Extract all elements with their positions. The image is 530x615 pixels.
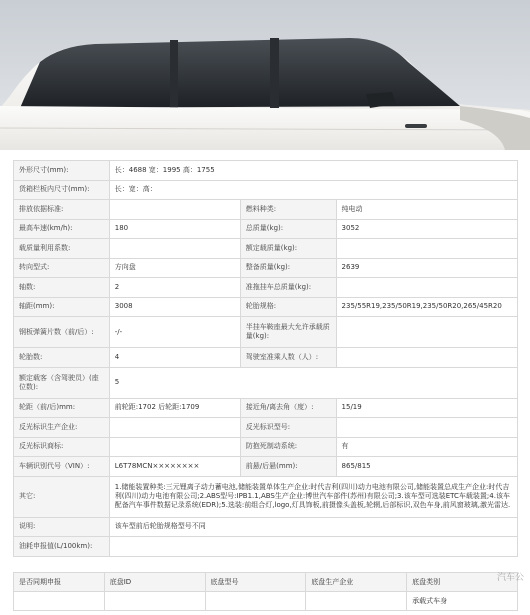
spec-label: 燃料种类: [240,200,336,220]
spec-value: 865/815 [336,457,517,477]
spec-value: 235/55R19,235/50R19,235/50R20,265/45R20 [336,297,517,317]
spec-label: 车辆识别代号（VIN）: [14,457,110,477]
spec-label: 排放依据标准: [14,200,110,220]
spec-label: 整备质量(kg): [240,258,336,278]
spec-label: 反光标识型号: [240,418,336,438]
spec-label: 载质量利用系数: [14,239,110,259]
spec-label: 轮胎数: [14,348,110,368]
spec-value [109,437,240,457]
spec-label: 接近角/离去角（度）: [240,398,336,418]
chassis-header-cell: 是否同期申报 [14,573,105,592]
spec-value: 1.储能装置种类:三元锂离子动力蓄电池,储能装置单体生产企业:时代吉利(四川)动力电池有限公司,储能装置总成生产企业:时代吉利(四川)动力电池有限公司;2.ABS型号:IPB1.1,ABS生产企业:博世汽车部件(苏州)有限公司;3.该车型可选装ETC车载装置;4.该车配备汽车事件数据记录系统(EDR);5.选装:前组合灯,logo,灯具饰板,前摄像头盖板,轮辋,后部标识,双色车身,前风窗玻璃,激光雷达. [109,476,517,517]
vehicle-photo [0,0,530,150]
spec-value [336,239,517,259]
spec-value [336,348,517,368]
spec-value: 长：4688 宽：1995 高：1755 [109,161,517,181]
chassis-value-cell: 承载式车身 [407,592,518,611]
spec-table [13,160,518,557]
spec-value [109,537,517,557]
spec-value: 有 [336,437,517,457]
spec-row [14,161,518,181]
spec-label: 额定载质量(kg): [240,239,336,259]
chassis-table [13,572,518,611]
spec-value [336,278,517,298]
spec-value: 前轮距:1702 后轮距:1709 [109,398,240,418]
spec-value: 长：宽：高： [109,180,517,200]
spec-row [14,297,518,317]
chassis-header-cell: 底盘型号 [205,573,306,592]
spec-value [109,418,240,438]
chassis-value-cell [104,592,205,611]
spec-value: 方向盘 [109,258,240,278]
chassis-value-row [14,592,518,611]
spec-value: 3052 [336,219,517,239]
spec-label: 其它: [14,476,110,517]
spec-row [14,258,518,278]
spec-row [14,278,518,298]
spec-value [109,239,240,259]
spec-value: 15/19 [336,398,517,418]
spec-label: 反光标识生产企业: [14,418,110,438]
spec-label: 外形尺寸(mm): [14,161,110,181]
spec-row [14,457,518,477]
chassis-header-cell: 底盘类别 [407,573,518,592]
spec-label: 半挂车鞍座最大允许承载质量(kg): [240,317,336,348]
spec-label: 转向型式: [14,258,110,278]
spec-label: 油耗申报值(L/100km): [14,537,110,557]
spec-value: L6T78MCN×××××××× [109,457,240,477]
spec-value [336,317,517,348]
spec-label: 驾驶室准乘人数（人）: [240,348,336,368]
spec-value: 4 [109,348,240,368]
spec-row [14,398,518,418]
spec-value: 该车型前后轮胎规格型号不同 [109,517,517,537]
spec-row [14,180,518,200]
chassis-header-cell: 底盘生产企业 [306,573,407,592]
chassis-header-row [14,573,518,592]
spec-row [14,200,518,220]
spec-row [14,517,518,537]
spec-label: 前悬/后悬(mm): [240,457,336,477]
spec-row [14,219,518,239]
spec-value [109,200,240,220]
spec-value: 180 [109,219,240,239]
spec-value: 纯电动 [336,200,517,220]
spec-label: 说明: [14,517,110,537]
spec-value: -/- [109,317,240,348]
spec-value: 3008 [109,297,240,317]
spec-label: 总质量(kg): [240,219,336,239]
spec-row [14,437,518,457]
spec-label: 轴数: [14,278,110,298]
spec-label: 防抱死制动系统: [240,437,336,457]
spec-label: 货箱栏板内尺寸(mm): [14,180,110,200]
spec-label: 轮距（前/后)mm: [14,398,110,418]
spec-value: 5 [109,367,517,398]
spec-label: 额定载客（含驾驶员）(座位数): [14,367,110,398]
spec-label: 轴距(mm): [14,297,110,317]
spec-row [14,537,518,557]
chassis-value-cell [306,592,407,611]
spec-row [14,239,518,259]
spec-label: 反光标识商标: [14,437,110,457]
spec-label: 准拖挂车总质量(kg): [240,278,336,298]
spec-label: 最高车速(km/h): [14,219,110,239]
spec-value [336,418,517,438]
spec-value: 2639 [336,258,517,278]
spec-label: 轮胎规格: [240,297,336,317]
spec-row [14,476,518,517]
watermark-logo-text: 汽车公 [496,573,524,583]
spec-row [14,348,518,368]
chassis-header-cell: 底盘ID [104,573,205,592]
chassis-value-cell [205,592,306,611]
spec-label: 钢板弹簧片数（前/后）: [14,317,110,348]
spec-row [14,367,518,398]
spec-value: 2 [109,278,240,298]
chassis-value-cell [14,592,105,611]
spec-row [14,317,518,348]
spec-row [14,418,518,438]
